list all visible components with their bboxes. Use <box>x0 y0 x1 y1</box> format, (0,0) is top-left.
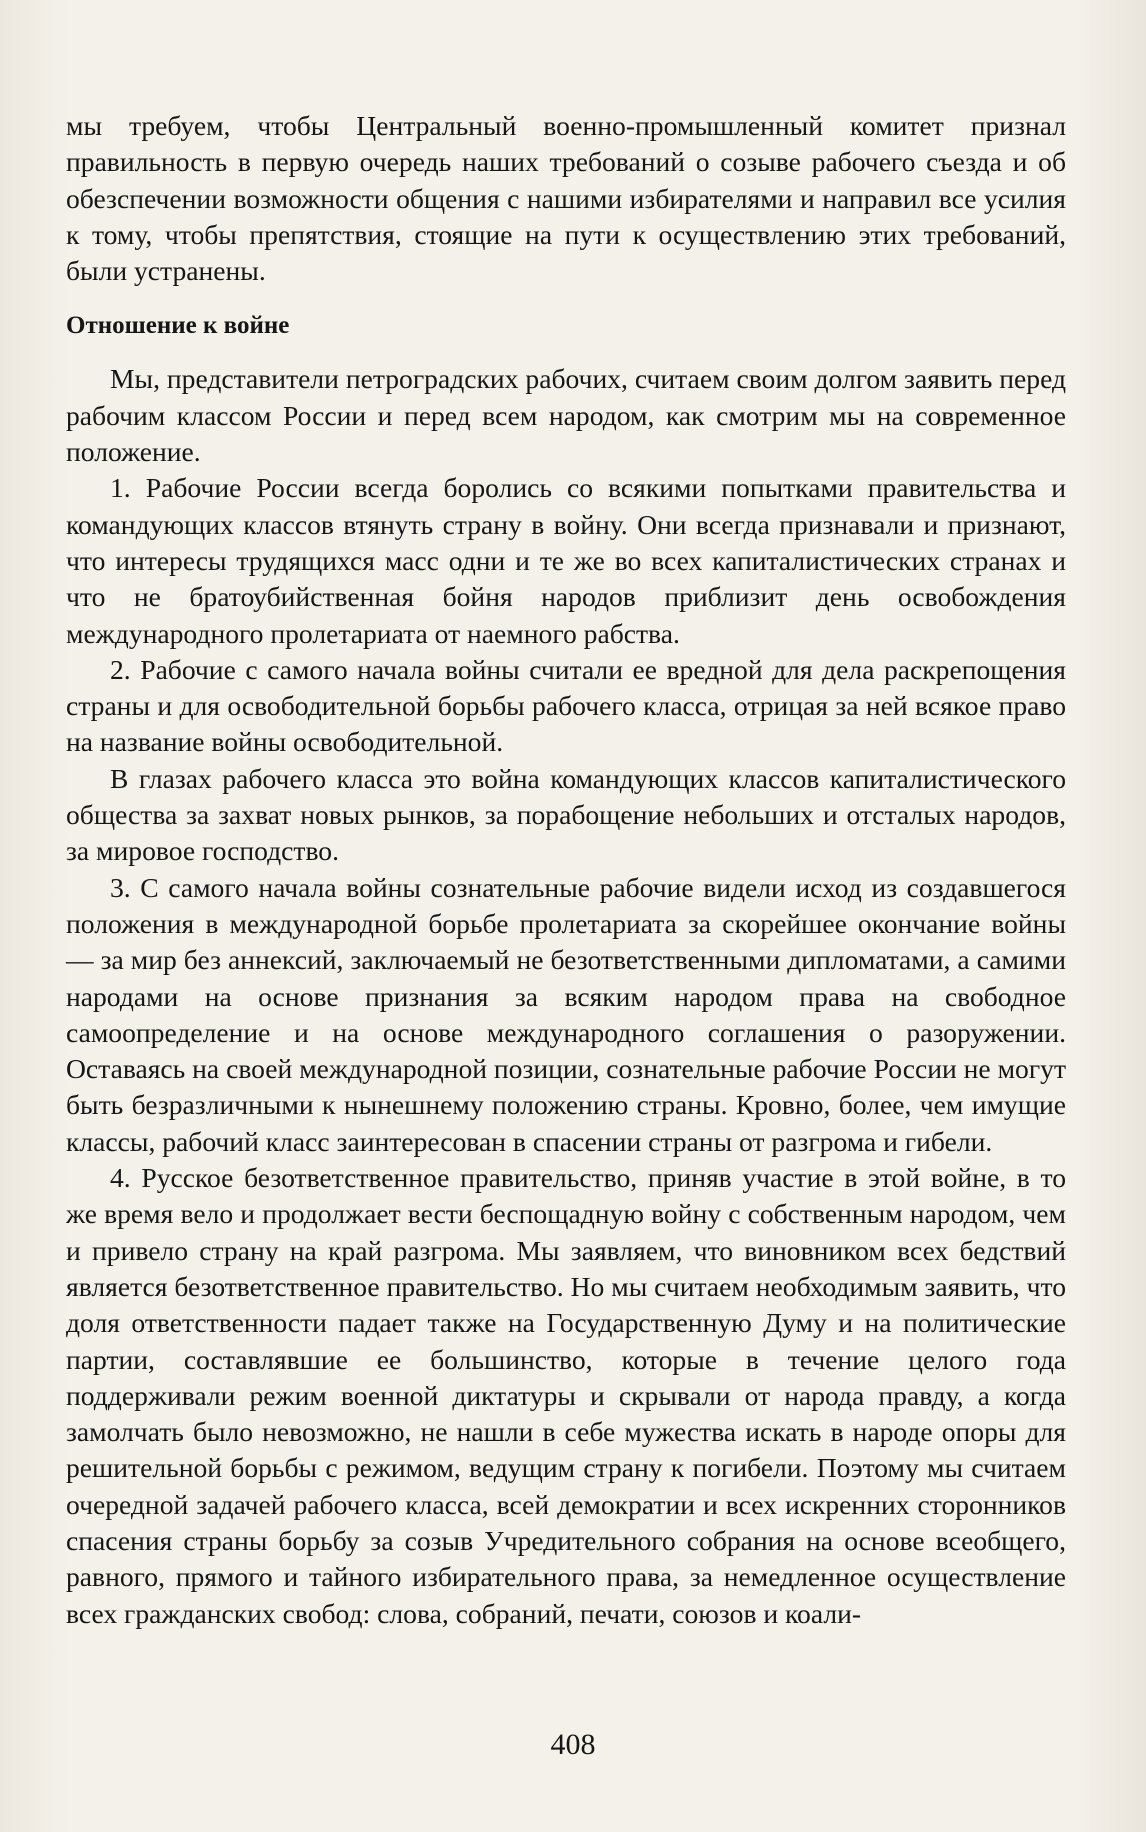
paragraph: 1. Рабочие России всегда боролись со всякими попытками правительства и командующих классов втянуть страну в войну. Они всегда признавали и признают, что интересы трудящихся масс одни и те же во всех капиталистических странах и что не братоубийственная бойня народов приблизит день освобождения международного пролетариата от наемного рабства. <box>66 472 1066 649</box>
paragraph: Мы, представители петроградских рабочих, считаем своим долгом заявить перед рабочим классом России и перед всем народом, как смотрим мы на современное положение. <box>66 363 1066 468</box>
paragraph: 3. С самого начала войны сознательные рабочие видели исход из создавшегося положения в международной борьбе пролетариата за скорейшее окончание войны — за мир без аннексий, заключаемый не безответственными дипломатами, а самими народами на основе признания за всяким народом права на свободное самоопределение и на основе международного соглашения о разоружении. Оставаясь на своей международной позиции, сознательные рабочие России не могут быть безразличными к нынешнему положению страны. Кровно, более, чем имущие классы, рабочий класс заинтересован в спасении страны от разгрома и гибели. <box>66 871 1066 1157</box>
paragraph: 4. Русское безответственное правительство, приняв участие в этой войне, в то же время вело и продолжает вести беспощадную войну с собственным народом, чем и привело страну на край разгрома. Мы заявляем, что виновником всех бедствий является безответственное правительство. Но мы считаем необходимым заявить, что доля ответственности падает также на Государственную Думу и на политические партии, составлявшие ее большинство, которые в течение целого года поддерживали режим военной диктатуры и скрывали от народа правду, а когда замолчать было невозможно, не нашли в себе мужества искать в народе опоры для решительной борьбы с режимом, ведущим страну к погибели. Поэтому мы считаем очередной задачей рабочего класса, всей демократии и всех искренних сторонников спасения страны борьбу за созыв Учредительного собрания на основе всеобщего, равного, прямого и тайного избирательного права, за немедленное осуществление всех гражданских свобод: слова, собраний, печати, союзов и коали- <box>66 1162 1066 1629</box>
paragraph: 2. Рабочие с самого начала войны считали ее вредной для дела раскрепощения страны и для освободительной борьбы рабочего класса, отрицая за ней всякое право на название войны освободительной. <box>66 653 1066 758</box>
paragraph: В глазах рабочего класса это война командующих классов капиталистического общества за захват новых рынков, за порабощение небольших и отсталых народов, за мировое господство. <box>66 762 1066 867</box>
section-heading: Отношение к войне <box>66 312 290 340</box>
page-body <box>66 108 1066 1632</box>
page-number: 408 <box>550 1728 596 1761</box>
intro-paragraph: мы требуем, чтобы Центральный военно-промышленный комитет признал правильность в первую очередь наших требований о созыве рабочего съезда и об обезспечении возможности общения с нашими избирателями и направил все усилия к тому, чтобы препятствия, стоящие на пути к осуществлению этих требований, были устранены. <box>66 110 1066 287</box>
